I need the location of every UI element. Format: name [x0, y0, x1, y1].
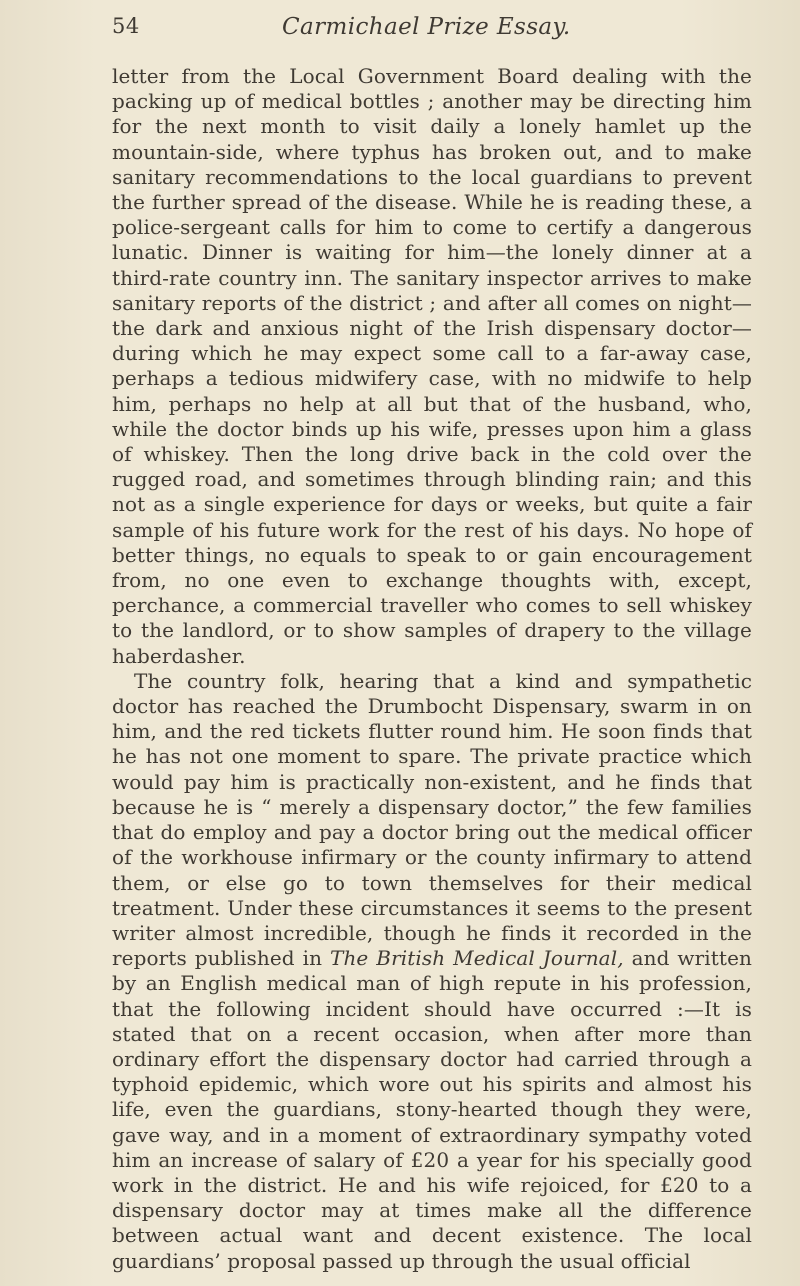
body-text [112, 64, 752, 1274]
running-title: Carmichael Prize Essay. [282, 14, 571, 40]
paragraph [112, 669, 752, 1274]
paragraph-text: The country folk, hearing that a kind and sympathetic doctor has reached the Drumbocht Dispensary, swarm in on him, and the red tickets flutter round him. He soon finds that he has not one moment to spare. The private practice which would pay him is practically non-existent, and he finds that because he is “ merely a dispensary doctor,” the few families that do employ and pay a doctor bring out the medical officer of the workhouse infirmary or the county infirmary to attend them, or else go to town themselves for their medical treatment. Under these circumstances it seems to the present writer almost incredible, though he finds it recorded in the reports published in [112, 668, 752, 971]
paragraph [112, 64, 752, 669]
page-header [112, 14, 770, 46]
page-number: 54 [112, 14, 140, 38]
paragraph-text: and written by an English medical man of high repute in his profession, that the following incident should have occurred :—It is stated that on a recent occasion, when after more than ordinary effort the dispensary doctor had carried through a typhoid epidemic, which wore out his spirits and almost his life, even the guardians, stony-hearted though they were, gave way, and in a moment of extraordinary sympathy voted him an increase of salary of £20 a year for his specially good work in the district. He and his wife rejoiced, for £20 to a dispensary doctor may at times make all the difference between actual want and decent existence. The local guardians’ proposal passed up through the usual official [112, 946, 752, 1273]
paragraph-text: letter from the Local Government Board dealing with the packing up of medical bottles ; another may be directing him for the next month to visit daily a lonely hamlet up the mountain-side, where typhus has broken out, and to make sanitary recommendations to the local guardians to prevent the further spread of the disease. While he is reading these, a police-sergeant calls for him to come to certify a dangerous lunatic. Dinner is waiting for him—the lonely dinner at a third-rate country inn. The sanitary inspector arrives to make sanitary reports of the district ; and after all comes on night—the dark and anxious night of the Irish dispensary doctor—during which he may expect some call to a far-away case, perhaps a tedious midwifery case, with no midwife to help him, perhaps no help at all but that of the husband, who, while the doctor binds up his wife, presses upon him a glass of whiskey. Then the long drive back in the cold over the rugged road, and sometimes through blinding rain; and this not as a single experience for days or weeks, but quite a fair sample of his future work for the rest of his days. No hope of better things, no equals to speak to or gain encouragement from, no one even to exchange thoughts with, except, perchance, a commercial traveller who comes to sell whiskey to the landlord, or to show samples of drapery to the village haberdasher. [112, 64, 752, 668]
journal-title: The British Medical Journal, [330, 946, 624, 971]
